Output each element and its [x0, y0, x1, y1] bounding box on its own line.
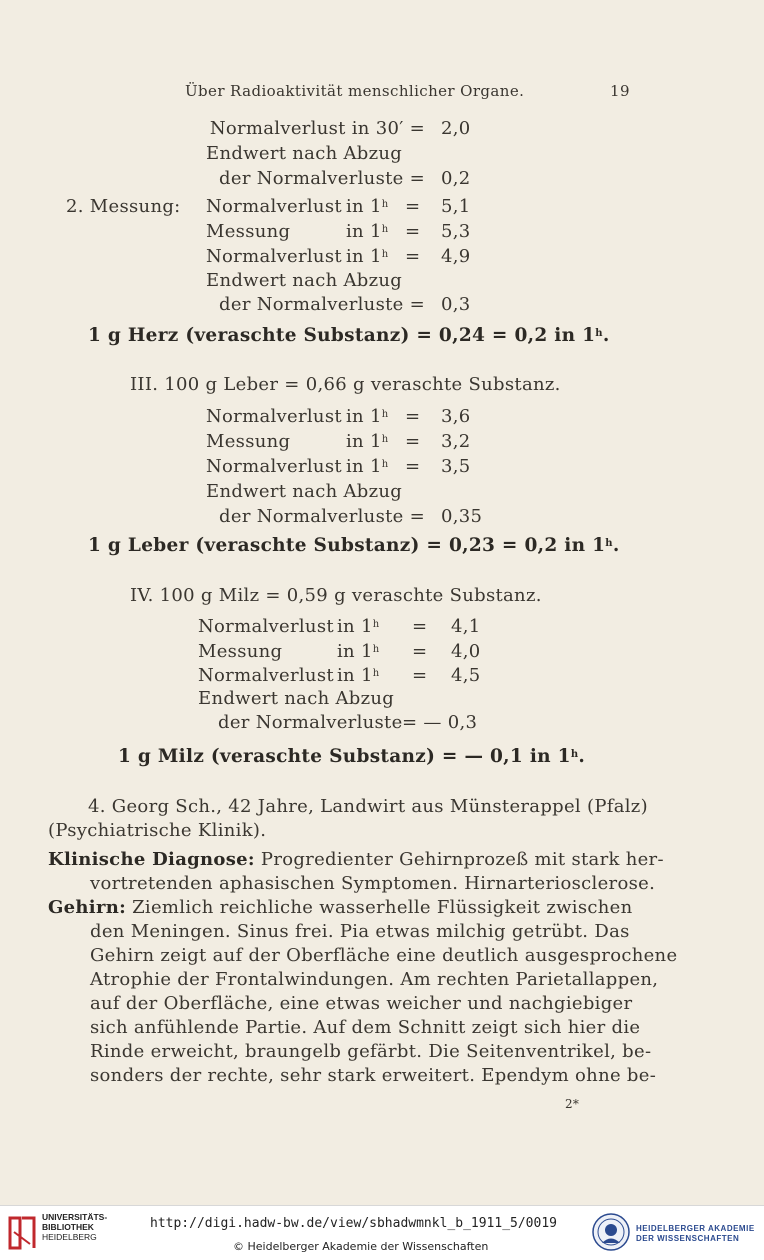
s4-row3-time: in 1$^h$ — [337, 665, 380, 686]
s4-row2-value: 4,0 — [451, 641, 481, 662]
m2-row2-eq: = — [405, 221, 421, 242]
s3-row3-eq: = — [405, 456, 421, 477]
library-name: UNIVERSITÄTS- BIBLIOTHEK HEIDELBERG — [42, 1212, 108, 1242]
s3-row1-value: 3,6 — [441, 406, 471, 427]
gehirn-line: auf der Oberfläche, eine etwas weicher und nachgiebiger — [90, 993, 633, 1014]
s4-row1-value: 4,1 — [451, 616, 481, 637]
s4-row3-label: Normalverlust — [198, 665, 334, 686]
s3-row2-eq: = — [405, 431, 421, 452]
m2-row1-eq: = — [405, 196, 421, 217]
s3-row3-label: Normalverlust — [206, 456, 342, 477]
m2-row2-label: Messung — [206, 221, 291, 242]
milz-title: IV. 100 g Milz = 0,59 g veraschte Substanz. — [130, 585, 542, 606]
s3-endwert: Endwert nach Abzug — [206, 481, 403, 502]
leber-title: III. 100 g Leber = 0,66 g veraschte Substanz. — [130, 374, 561, 395]
s1-normalverluste: der Normalverluste = — [219, 168, 425, 189]
s3-normalverluste: der Normalverluste = — [219, 506, 425, 527]
m2-row1-time: in 1$^h$ — [346, 196, 389, 217]
s1-row-label: Normalverlust in 30′ = — [209, 118, 425, 139]
gehirn-line: sonders der rechte, sehr stark erweitert. Ependym ohne be- — [90, 1065, 657, 1086]
s4-row3-eq: = — [412, 665, 428, 686]
m2-endwert: Endwert nach Abzug — [206, 270, 403, 291]
academy-name: HEIDELBERGER AKADEMIE DER WISSENSCHAFTEN — [636, 1224, 755, 1243]
s4-row2-time: in 1$^h$ — [337, 641, 380, 662]
gehirn-line: sich anfühlende Partie. Auf dem Schnitt zeigt sich hier die — [90, 1017, 641, 1038]
gehirn-line: Gehirn zeigt auf der Oberfläche eine deutlich ausgesprochene — [90, 945, 678, 966]
signature-mark: 2* — [565, 1097, 580, 1111]
s4-normalverluste: der Normalverluste — [218, 712, 403, 733]
milz-result: 1 g Milz (veraschte Substanz) = — 0,1 in 1$^h$. — [118, 746, 586, 767]
s3-row3-time: in 1$^h$ — [346, 456, 389, 477]
s4-row1-time: in 1$^h$ — [337, 616, 380, 637]
messung2-prefix: 2. Messung: — [66, 196, 181, 217]
s3-row1-label: Normalverlust — [206, 406, 342, 427]
m2-row3-label: Normalverlust — [206, 246, 342, 267]
s3-normalverluste-value: 0,35 — [441, 506, 483, 527]
permalink[interactable]: http://digi.hadw-bw.de/view/sbhadwmnkl_b_1911_5/0019 — [150, 1216, 557, 1231]
library-logo-icon — [8, 1214, 38, 1254]
m2-row2-value: 5,3 — [441, 221, 471, 242]
m2-row2-time: in 1$^h$ — [346, 221, 389, 242]
m2-row1-label: Normalverlust — [206, 196, 342, 217]
herz-result: 1 g Herz (veraschte Substanz) = 0,24 = 0,2 in 1$^h$. — [88, 325, 610, 346]
s4-row2-eq: = — [412, 641, 428, 662]
s3-row2-value: 3,2 — [441, 431, 471, 452]
s4-row2-label: Messung — [198, 641, 283, 662]
s4-row1-label: Normalverlust — [198, 616, 334, 637]
page-number: 19 — [610, 82, 630, 100]
s3-row2-label: Messung — [206, 431, 291, 452]
m2-normalverluste-value: 0,3 — [441, 294, 471, 315]
m2-row3-value: 4,9 — [441, 246, 471, 267]
diagnosis-line1: Klinische Diagnose: Progredienter Gehirnprozeß mit stark her- — [48, 849, 664, 870]
s3-row1-eq: = — [405, 406, 421, 427]
s4-normalverluste-value: = — 0,3 — [402, 712, 478, 733]
diagnosis-line2: vortretenden aphasischen Symptomen. Hirnarteriosclerose. — [90, 873, 656, 894]
s3-row1-time: in 1$^h$ — [346, 406, 389, 427]
s3-row2-time: in 1$^h$ — [346, 431, 389, 452]
gehirn-line: Atrophie der Frontalwindungen. Am rechten Parietallappen, — [90, 969, 659, 990]
s4-row3-value: 4,5 — [451, 665, 481, 686]
gehirn-line: Rinde erweicht, braungelb gefärbt. Die Seitenventrikel, be- — [90, 1041, 652, 1062]
m2-row3-time: in 1$^h$ — [346, 246, 389, 267]
s1-row-value: 2,0 — [441, 118, 471, 139]
m2-normalverluste: der Normalverluste = — [219, 294, 425, 315]
s4-row1-eq: = — [412, 616, 428, 637]
case4-line2: (Psychiatrische Klinik). — [48, 820, 267, 841]
leber-result: 1 g Leber (veraschte Substanz) = 0,23 = 0,2 in 1$^h$. — [88, 535, 620, 556]
m2-row1-value: 5,1 — [441, 196, 471, 217]
m2-row3-eq: = — [405, 246, 421, 267]
gehirn-label: Gehirn: — [48, 897, 127, 918]
gehirn-line1: Gehirn: Ziemlich reichliche wasserhelle Flüssigkeit zwischen — [48, 897, 633, 918]
case4-line1: 4. Georg Sch., 42 Jahre, Landwirt aus Münsterappel (Pfalz) — [88, 796, 648, 817]
diagnosis-label: Klinische Diagnose: — [48, 849, 255, 870]
s4-endwert: Endwert nach Abzug — [198, 688, 395, 709]
gehirn-line: den Meningen. Sinus frei. Pia etwas milchig getrübt. Das — [90, 921, 630, 942]
academy-seal-icon — [592, 1212, 630, 1252]
s1-endwert: Endwert nach Abzug — [206, 143, 403, 164]
s3-row3-value: 3,5 — [441, 456, 471, 477]
copyright: © Heidelberger Akademie der Wissenschaften — [233, 1240, 489, 1253]
running-title: Über Radioaktivität menschlicher Organe. — [185, 82, 525, 100]
s1-normalverluste-value: 0,2 — [441, 168, 471, 189]
